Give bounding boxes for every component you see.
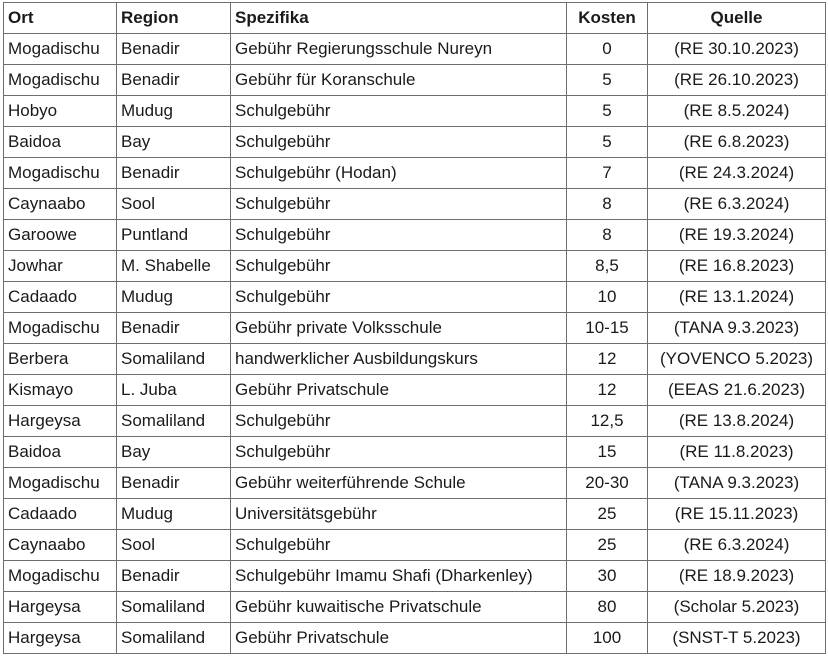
cell-quelle: (YOVENCO 5.2023) <box>648 344 826 375</box>
cell-quelle: (TANA 9.3.2023) <box>648 313 826 344</box>
cell-ort: Baidoa <box>4 437 117 468</box>
cell-kosten: 7 <box>567 158 648 189</box>
cell-ort: Mogadischu <box>4 158 117 189</box>
cell-region: Sool <box>117 189 231 220</box>
cell-region: Mudug <box>117 282 231 313</box>
cell-spezifika: Schulgebühr Imamu Shafi (Dharkenley) <box>231 561 567 592</box>
cell-ort: Mogadischu <box>4 313 117 344</box>
cell-region: Somaliland <box>117 344 231 375</box>
cell-kosten: 12 <box>567 375 648 406</box>
cell-spezifika: Schulgebühr <box>231 406 567 437</box>
table-row <box>4 623 826 654</box>
cell-quelle: (TANA 9.3.2023) <box>648 468 826 499</box>
cell-kosten: 80 <box>567 592 648 623</box>
cell-kosten: 12,5 <box>567 406 648 437</box>
cell-spezifika: Gebühr Privatschule <box>231 375 567 406</box>
table-row <box>4 437 826 468</box>
header-region: Region <box>117 3 231 34</box>
cell-spezifika: Schulgebühr <box>231 96 567 127</box>
cell-kosten: 20-30 <box>567 468 648 499</box>
cell-ort: Hargeysa <box>4 592 117 623</box>
cell-kosten: 5 <box>567 65 648 96</box>
cell-quelle: (Scholar 5.2023) <box>648 592 826 623</box>
cell-ort: Berbera <box>4 344 117 375</box>
table-row <box>4 127 826 158</box>
cell-ort: Jowhar <box>4 251 117 282</box>
table-row <box>4 251 826 282</box>
table-row <box>4 530 826 561</box>
cell-spezifika: Gebühr Privatschule <box>231 623 567 654</box>
cell-quelle: (RE 16.8.2023) <box>648 251 826 282</box>
cell-quelle: (RE 26.10.2023) <box>648 65 826 96</box>
cell-spezifika: Schulgebühr (Hodan) <box>231 158 567 189</box>
cell-region: Mudug <box>117 96 231 127</box>
cell-kosten: 15 <box>567 437 648 468</box>
table-row <box>4 344 826 375</box>
cell-kosten: 8 <box>567 220 648 251</box>
cell-spezifika: Gebühr kuwaitische Privatschule <box>231 592 567 623</box>
cell-quelle: (SNST-T 5.2023) <box>648 623 826 654</box>
cell-kosten: 30 <box>567 561 648 592</box>
cell-quelle: (EEAS 21.6.2023) <box>648 375 826 406</box>
cell-spezifika: Schulgebühr <box>231 251 567 282</box>
cell-spezifika: Gebühr für Koranschule <box>231 65 567 96</box>
cell-kosten: 10 <box>567 282 648 313</box>
cell-region: Somaliland <box>117 592 231 623</box>
table-body <box>4 34 826 654</box>
cell-kosten: 10-15 <box>567 313 648 344</box>
cell-spezifika: handwerklicher Ausbildungskurs <box>231 344 567 375</box>
cell-spezifika: Schulgebühr <box>231 282 567 313</box>
cell-region: Sool <box>117 530 231 561</box>
cell-ort: Hargeysa <box>4 406 117 437</box>
cell-spezifika: Gebühr Regierungsschule Nureyn <box>231 34 567 65</box>
cell-spezifika: Gebühr private Volksschule <box>231 313 567 344</box>
table-row <box>4 375 826 406</box>
cell-region: Somaliland <box>117 623 231 654</box>
cell-kosten: 25 <box>567 530 648 561</box>
cell-quelle: (RE 13.8.2024) <box>648 406 826 437</box>
cell-ort: Cadaado <box>4 499 117 530</box>
cell-ort: Garoowe <box>4 220 117 251</box>
table-row <box>4 220 826 251</box>
cell-ort: Mogadischu <box>4 65 117 96</box>
cell-quelle: (RE 30.10.2023) <box>648 34 826 65</box>
header-quelle: Quelle <box>648 3 826 34</box>
cell-kosten: 8,5 <box>567 251 648 282</box>
cell-spezifika: Universitätsgebühr <box>231 499 567 530</box>
cell-quelle: (RE 19.3.2024) <box>648 220 826 251</box>
cell-spezifika: Schulgebühr <box>231 220 567 251</box>
cell-quelle: (RE 11.8.2023) <box>648 437 826 468</box>
cell-spezifika: Schulgebühr <box>231 530 567 561</box>
cell-quelle: (RE 15.11.2023) <box>648 499 826 530</box>
cell-ort: Mogadischu <box>4 468 117 499</box>
cell-kosten: 0 <box>567 34 648 65</box>
table-row <box>4 96 826 127</box>
cell-ort: Kismayo <box>4 375 117 406</box>
cell-kosten: 12 <box>567 344 648 375</box>
cell-region: Somaliland <box>117 406 231 437</box>
cell-ort: Cadaado <box>4 282 117 313</box>
cell-quelle: (RE 6.3.2024) <box>648 530 826 561</box>
cell-ort: Caynaabo <box>4 189 117 220</box>
cell-spezifika: Schulgebühr <box>231 437 567 468</box>
table-row <box>4 592 826 623</box>
cell-region: M. Shabelle <box>117 251 231 282</box>
cell-region: Benadir <box>117 65 231 96</box>
cell-region: Bay <box>117 127 231 158</box>
cell-quelle: (RE 8.5.2024) <box>648 96 826 127</box>
cell-quelle: (RE 13.1.2024) <box>648 282 826 313</box>
table-row <box>4 313 826 344</box>
cell-region: Mudug <box>117 499 231 530</box>
cell-kosten: 5 <box>567 96 648 127</box>
cell-spezifika: Schulgebühr <box>231 127 567 158</box>
cell-kosten: 25 <box>567 499 648 530</box>
cell-ort: Mogadischu <box>4 34 117 65</box>
cell-region: Benadir <box>117 34 231 65</box>
cell-quelle: (RE 6.8.2023) <box>648 127 826 158</box>
cell-region: Benadir <box>117 561 231 592</box>
cell-ort: Hargeysa <box>4 623 117 654</box>
cell-region: Benadir <box>117 313 231 344</box>
table-row <box>4 34 826 65</box>
cell-ort: Hobyo <box>4 96 117 127</box>
cell-kosten: 8 <box>567 189 648 220</box>
cell-kosten: 100 <box>567 623 648 654</box>
cell-region: L. Juba <box>117 375 231 406</box>
cell-region: Puntland <box>117 220 231 251</box>
cell-quelle: (RE 6.3.2024) <box>648 189 826 220</box>
table-row <box>4 189 826 220</box>
cell-ort: Mogadischu <box>4 561 117 592</box>
cell-ort: Baidoa <box>4 127 117 158</box>
cell-region: Bay <box>117 437 231 468</box>
table-row <box>4 282 826 313</box>
table-row <box>4 158 826 189</box>
cell-ort: Caynaabo <box>4 530 117 561</box>
cell-kosten: 5 <box>567 127 648 158</box>
table-header-row <box>4 3 826 34</box>
header-ort: Ort <box>4 3 117 34</box>
cell-spezifika: Gebühr weiterführende Schule <box>231 468 567 499</box>
table-row <box>4 406 826 437</box>
cell-spezifika: Schulgebühr <box>231 189 567 220</box>
header-kosten: Kosten <box>567 3 648 34</box>
cell-quelle: (RE 18.9.2023) <box>648 561 826 592</box>
table-row <box>4 468 826 499</box>
school-fees-table <box>3 2 826 654</box>
cell-quelle: (RE 24.3.2024) <box>648 158 826 189</box>
table-row <box>4 561 826 592</box>
cell-region: Benadir <box>117 468 231 499</box>
table-row <box>4 499 826 530</box>
table-row <box>4 65 826 96</box>
cell-region: Benadir <box>117 158 231 189</box>
header-spezifika: Spezifika <box>231 3 567 34</box>
